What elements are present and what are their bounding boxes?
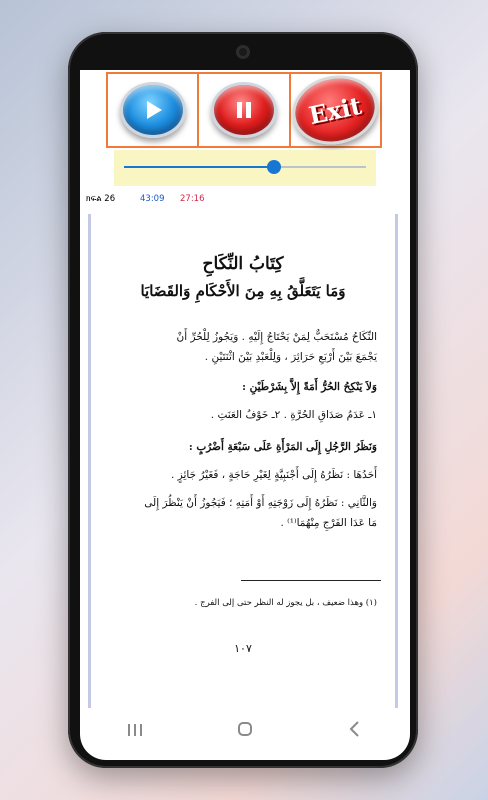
footnote-divider (241, 580, 381, 581)
exit-button[interactable] (291, 74, 380, 146)
play-button[interactable] (108, 74, 199, 146)
text-line: يَجْمَعَ بَيْنَ أَرْبَعِ حَرَائِرَ ، وَلِلْعَبْدِ بَيْنَ اثْنَتَيْنِ . (204, 351, 377, 363)
page-subtitle: وَمَا يَتَعَلَّقُ بِهِ مِنَ الأَحْكَامِ وَالقَضَايَا (140, 282, 346, 300)
text-line: وَلاَ يَنْكِحُ الحُرُّ أَمَةً إِلاَّ بِشَرْطَيْنِ : (242, 381, 377, 393)
current-time: 43:09 (140, 194, 165, 204)
page-number: ١٠٧ (234, 642, 252, 655)
home-icon[interactable] (225, 719, 265, 743)
page-title: كِتَابُ النِّكَاحِ (202, 254, 284, 274)
pause-icon (211, 82, 277, 138)
exit-label: Exit (286, 70, 384, 152)
text-line: أَحَدُهَا : نَظَرُهُ إِلَى أَجْنَبِيَّةٍ لِغَيْرِ حَاجَةٍ ، فَغَيْرُ جَائِزٍ . (170, 469, 377, 481)
app-screen (80, 70, 410, 760)
status-row (84, 194, 404, 208)
text-line: وَنَظَرُ الرَّجُلِ إِلَى المَرْأَةِ عَلَى سَبْعَةِ أَضْرُبٍ : (188, 441, 377, 453)
text-line: وَالثَّانِي : نَظَرُهُ إِلَى زَوْجَتِهِ أَوْ أَمَتِهِ ؛ فَيَجُوزُ أَنْ يَنْظُرَ إِلَى (144, 497, 377, 509)
play-icon (120, 82, 186, 138)
back-icon[interactable] (335, 719, 375, 743)
book-page (88, 214, 398, 708)
pause-button[interactable] (199, 74, 290, 146)
seek-thumb[interactable] (267, 160, 281, 174)
page-label: ክፍል 26 (86, 194, 116, 204)
text-line: مَا عَدَا الفَرْجِ مِنْهُمَا⁽¹⁾ . (280, 517, 377, 529)
system-navbar (80, 706, 410, 756)
footnote: (١) وهذا ضعيف ، بل يجوز له النظر حتى إلى الفرج . (194, 598, 377, 608)
front-camera (236, 45, 250, 59)
player-controls (106, 72, 382, 148)
seek-fill (124, 166, 274, 168)
total-time: 27:16 (180, 194, 205, 204)
seekbar[interactable] (114, 150, 376, 186)
text-line: النِّكَاحُ مُسْتَحَبٌّ لِمَنْ يَحْتَاجُ إِلَيْهِ . وَيَجُوزُ لِلْحُرِّ أَنْ (176, 331, 377, 343)
recents-icon[interactable] (115, 719, 155, 743)
text-line: ١ـ عَدَمُ صَدَاقِ الحُرَّةِ . ٢ـ خَوْفُ العَنَتِ . (210, 409, 377, 421)
